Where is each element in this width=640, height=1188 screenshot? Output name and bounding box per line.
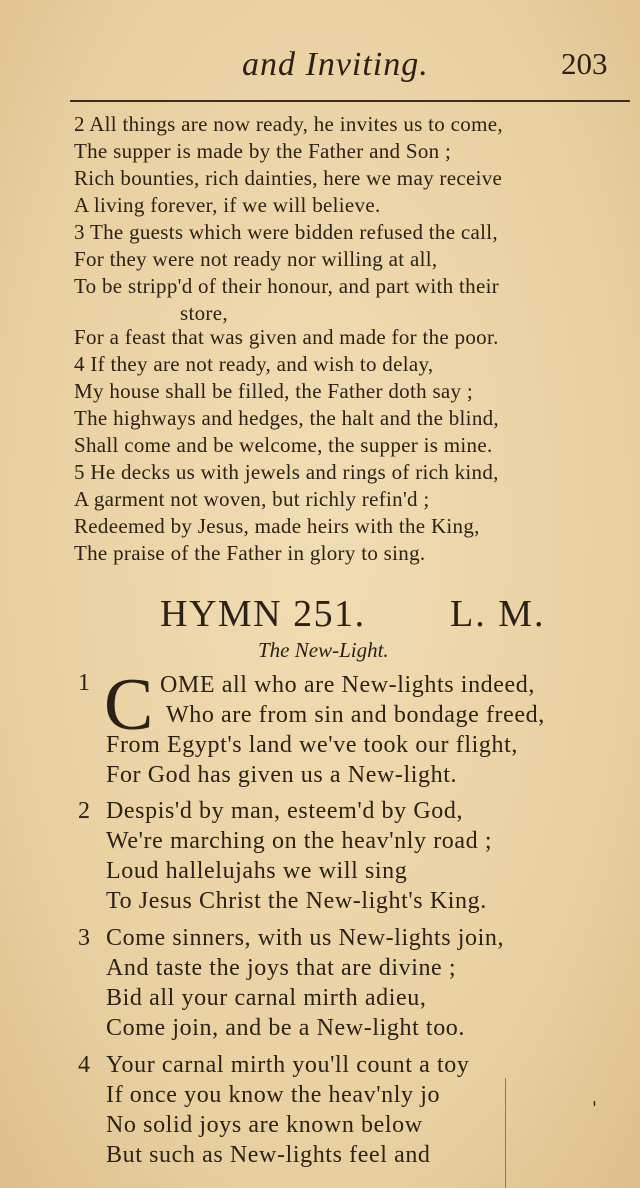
running-head: and Inviting. <box>242 46 429 83</box>
verse-line: For God has given us a New-light. <box>106 762 458 788</box>
header-rule <box>70 100 630 102</box>
stanza-number: 3 <box>78 925 91 951</box>
verse-line: Come sinners, with us New-lights join, <box>106 925 505 951</box>
page-fold-line <box>505 1078 506 1188</box>
verse-line: The praise of the Father in glory to sing. <box>74 541 426 565</box>
verse-line: For they were not ready nor willing at all, <box>74 247 438 271</box>
verse-line: 2 All things are now ready, he invites us to come, <box>74 112 503 136</box>
verse-line: No solid joys are known below <box>106 1112 423 1138</box>
verse-line: If once you know the heav'nly jo <box>106 1082 441 1108</box>
verse-line: Shall come and be welcome, the supper is mine. <box>74 433 493 457</box>
verse-line: 5 He decks us with jewels and rings of rich kind, <box>74 460 499 484</box>
verse-line: We're marching on the heav'nly road ; <box>106 828 493 854</box>
verse-line: Bid all your carnal mirth adieu, <box>106 985 427 1011</box>
verse-line: Your carnal mirth you'll count a toy <box>106 1052 470 1078</box>
verse-line: To be stripp'd of their honour, and part with their <box>74 274 500 298</box>
verse-line: To Jesus Christ the New-light's King. <box>106 888 487 914</box>
stanza-number: 1 <box>78 670 91 696</box>
verse-line: For a feast that was given and made for the poor. <box>74 325 499 349</box>
hymn-title: HYMN 251. <box>160 593 366 635</box>
verse-line: My house shall be filled, the Father doth say ; <box>74 379 474 403</box>
verse-line: The supper is made by the Father and Son ; <box>74 139 452 163</box>
verse-line: Who are from sin and bondage freed, <box>166 702 545 728</box>
verse-line: 3 The guests which were bidden refused the call, <box>74 220 498 244</box>
page-header <box>0 42 640 92</box>
verse-line: store, <box>180 301 228 325</box>
verse-line: And taste the joys that are divine ; <box>106 955 457 981</box>
verse-line: Rich bounties, rich dainties, here we may receive <box>74 166 503 190</box>
verse-line: Come join, and be a New-light too. <box>106 1015 466 1041</box>
verse-line: Loud hallelujahs we will sing <box>106 858 408 884</box>
stanza-number: 2 <box>78 798 91 824</box>
page-number: 203 <box>561 46 608 81</box>
hymn-meter: L. M. <box>450 593 546 635</box>
verse-line: Redeemed by Jesus, made heirs with the King, <box>74 514 480 538</box>
verse-line: From Egypt's land we've took our flight, <box>106 732 518 758</box>
verse-line: But such as New-lights feel and <box>106 1142 431 1168</box>
verse-line: A garment not woven, but richly refin'd ; <box>74 487 430 511</box>
verse-line: OME all who are New-lights indeed, <box>160 672 535 698</box>
hymn-subtitle: The New-Light. <box>258 638 389 662</box>
verse-line: The highways and hedges, the halt and the blind, <box>74 406 499 430</box>
drop-cap: C <box>104 664 154 746</box>
margin-mark: ' <box>592 1098 597 1119</box>
verse-line: 4 If they are not ready, and wish to delay, <box>74 352 434 376</box>
verse-line: Despis'd by man, esteem'd by God, <box>106 798 464 824</box>
stanza-number: 4 <box>78 1052 91 1078</box>
verse-line: A living forever, if we will believe. <box>74 193 381 217</box>
